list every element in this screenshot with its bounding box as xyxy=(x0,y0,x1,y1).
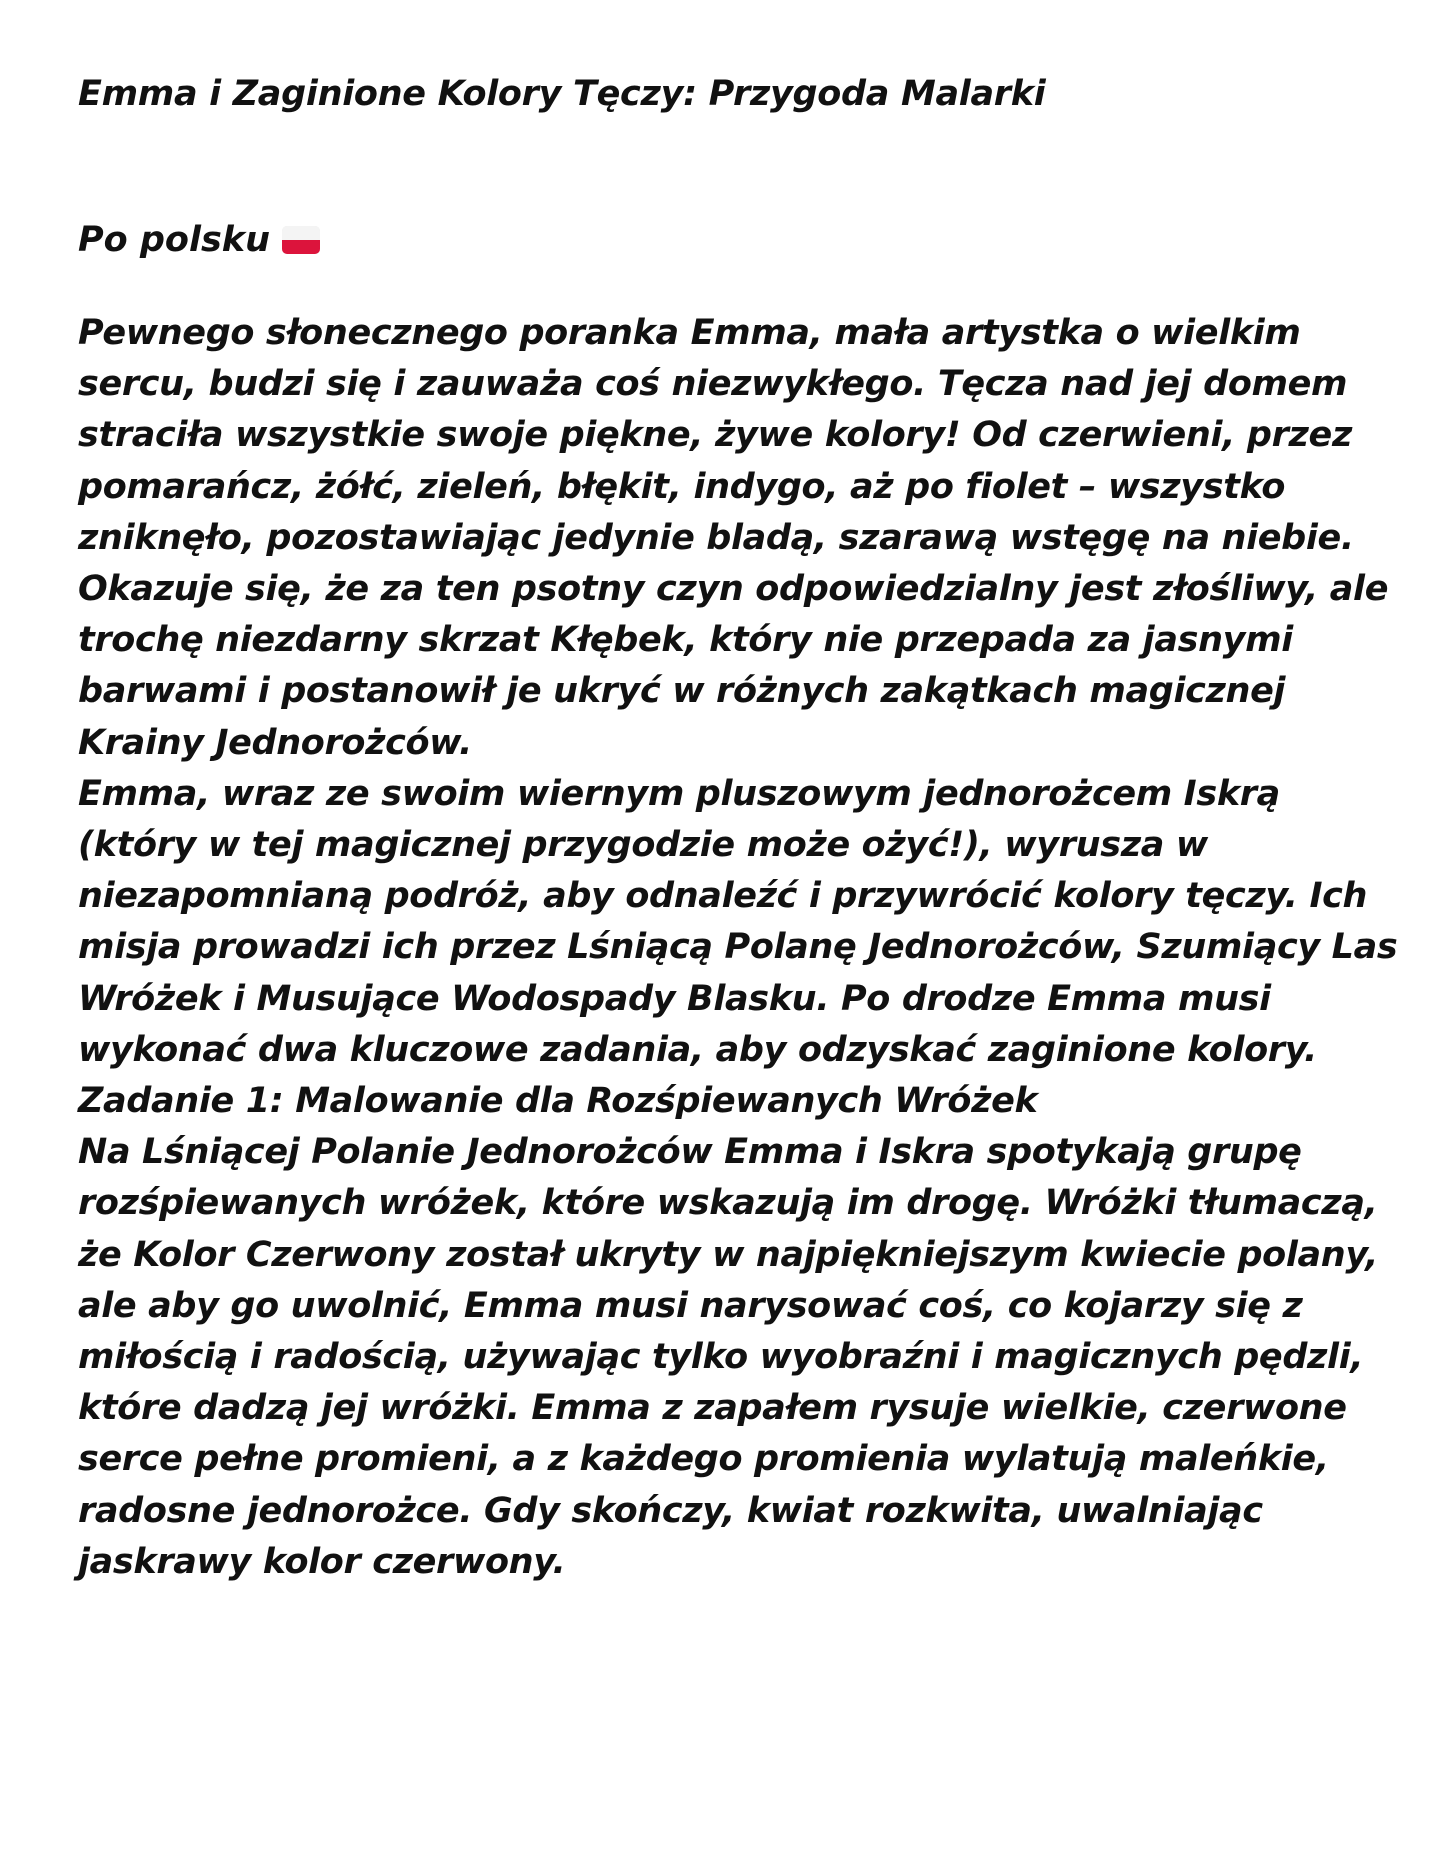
task-heading: Zadanie 1: Malowanie dla Rozśpiewanych Wróżek xyxy=(78,1081,1038,1122)
poland-flag-icon xyxy=(282,226,320,254)
paragraph-villain: Okazuje się, że za ten psotny czyn odpowiedzialny jest złośliwy, ale trochę niezdarny skrzat Kłębek, który nie przepada za jasnymi barwami i postanowił je ukryć w różnych zakątkach magicznej Krainy Jednorożców. xyxy=(78,569,1389,763)
language-heading-label: Po polsku xyxy=(78,220,271,260)
document-page xyxy=(78,66,1398,1588)
language-heading xyxy=(78,212,1398,268)
document-title: Emma i Zaginione Kolory Tęczy: Przygoda Malarki xyxy=(78,74,1046,114)
paragraph-journey: Emma, wraz ze swoim wiernym pluszowym jednorożcem Iskrą (który w tej magicznej przygodzie może ożyć!), wyrusza w niezapomnianą podróż, aby odnaleźć i przywrócić kolory tęczy. Ich misja prowadzi ich przez Lśniącą Polanę Jednorożców, Szumiący Las Wróżek i Musujące Wodospady Blasku. Po drodze Emma musi wykonać dwa kluczowe zadania, aby odzyskać zaginione kolory. xyxy=(78,773,1398,1070)
paragraph-task-1: Na Lśniącej Polanie Jednorożców Emma i Iskra spotykają grupę rozśpiewanych wróżek, które wskazują im drogę. Wróżki tłumaczą, że Kolor Czerwony został ukryty w najpiękniejszym kwiecie polany, ale aby go uwolnić, Emma musi narysować coś, co kojarzy się z miłością i radością, używając tylko wyobraźni i magicznych pędzli, które dadzą jej wróżki. Emma z zapałem rysuje wielkie, czerwone serce pełne promieni, a z każdego promienia wylatują maleńkie, radosne jednorożce. Gdy skończy, kwiat rozkwita, uwalniając jaskrawy kolor czerwony. xyxy=(78,1132,1379,1582)
story-body xyxy=(78,308,1398,1588)
paragraph-intro: Pewnego słonecznego poranka Emma, mała artystka o wielkim sercu, budzi się i zauważa coś niezwykłego. Tęcza nad jej domem straciła wszystkie swoje piękne, żywe kolory! Od czerwieni, przez pomarańcz, żółć, zieleń, błękit, indygo, aż po fiolet – wszystko zniknęło, pozostawiając jedynie bladą, szarawą wstęgę na niebie. xyxy=(78,313,1354,558)
